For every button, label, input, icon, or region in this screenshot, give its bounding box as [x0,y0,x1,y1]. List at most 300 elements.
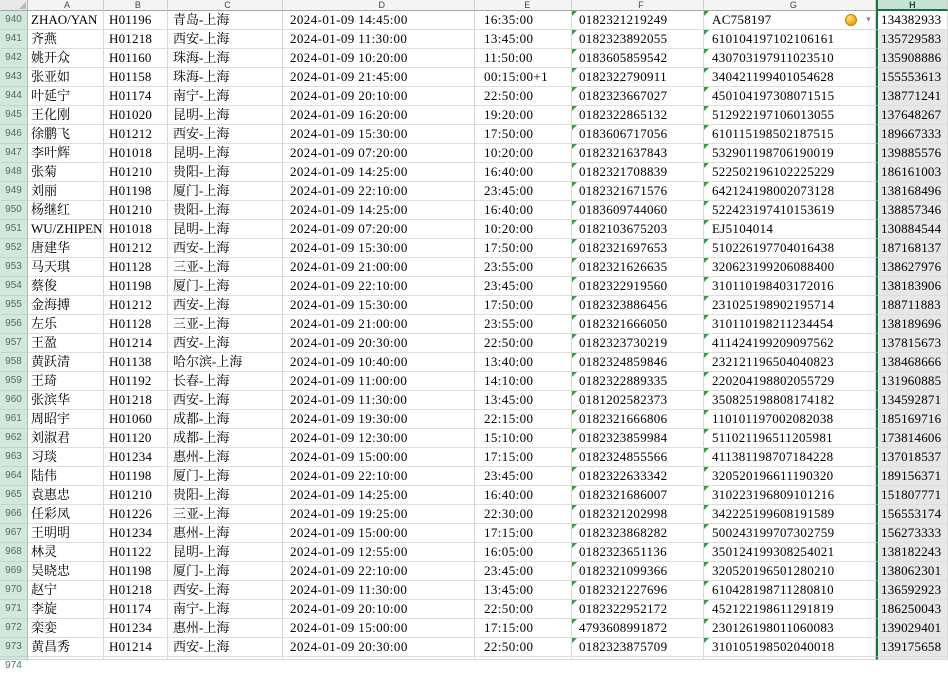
cell-passenger-name[interactable]: 王明明 [28,524,104,543]
cell-ticket-number[interactable]: 0182321671576 [572,182,704,201]
cell-flight-number[interactable]: H01018 [104,220,168,239]
cell-departure-datetime[interactable]: 2024-01-09 16:20:00 [283,106,475,125]
cell-departure-datetime[interactable]: 2024-01-09 11:30:00 [283,30,475,49]
column-header-a[interactable]: A [28,0,104,11]
cell-arrival-time[interactable]: 16:40:00 [475,486,572,505]
cell-departure-datetime[interactable]: 2024-01-09 19:30:00 [283,410,475,429]
cell-phone-number[interactable]: 138189696 [876,315,948,334]
cell-flight-number[interactable]: H01210 [104,163,168,182]
cell-passenger-name[interactable]: 黄跃清 [28,353,104,372]
row-number[interactable]: 969 [0,562,28,581]
cell-id-number[interactable]: 522502196102225229 [704,163,876,182]
cell-arrival-time[interactable]: 22:50:00 [475,600,572,619]
cell-id-number[interactable]: EJ5104014 [704,220,876,239]
cell-arrival-time[interactable]: 17:15:00 [475,524,572,543]
cell-route[interactable]: 昆明-上海 [168,144,283,163]
column-header-f[interactable]: F [572,0,704,11]
cell-route[interactable]: 贵阳-上海 [168,486,283,505]
cell-ticket-number[interactable]: 0182103675203 [572,220,704,239]
row-number[interactable]: 953 [0,258,28,277]
cell-flight-number[interactable]: H01158 [104,68,168,87]
cell-ticket-number[interactable]: 0182321666806 [572,410,704,429]
cell-phone-number[interactable]: 189156371 [876,467,948,486]
cell-passenger-name[interactable]: 徐鹏飞 [28,125,104,144]
cell-ticket-number[interactable]: 0182324855566 [572,448,704,467]
cell-phone-number[interactable]: 186161003 [876,163,948,182]
cell-route[interactable]: 西安-上海 [168,391,283,410]
cell-flight-number[interactable]: H01192 [104,372,168,391]
row-number[interactable]: 949 [0,182,28,201]
error-checking-icon[interactable] [845,14,857,26]
cell-route[interactable]: 珠海-上海 [168,49,283,68]
row-number[interactable]: 955 [0,296,28,315]
cell-ticket-number[interactable]: 4793608991872 [572,619,704,638]
cell-id-number[interactable]: 230126198011060083 [704,619,876,638]
cell-id-number[interactable]: 310110198211234454 [704,315,876,334]
cell-ticket-number[interactable]: 0182321637843 [572,144,704,163]
cell-departure-datetime[interactable]: 2024-01-09 15:00:00 [283,524,475,543]
cell-flight-number[interactable]: H01198 [104,562,168,581]
cell-arrival-time[interactable]: 13:40:00 [475,353,572,372]
cell-route[interactable]: 哈尔滨-上海 [168,353,283,372]
cell-route[interactable]: 厦门-上海 [168,182,283,201]
cell-arrival-time[interactable]: 11:50:00 [475,49,572,68]
cell-id-number[interactable]: 310223196809101216 [704,486,876,505]
cell-id-number[interactable]: 532901198706190019 [704,144,876,163]
cell-flight-number[interactable]: H01198 [104,182,168,201]
cell-departure-datetime[interactable]: 2024-01-09 15:30:00 [283,296,475,315]
cell-ticket-number[interactable]: 0182321626635 [572,258,704,277]
cell-departure-datetime[interactable]: 2024-01-09 14:25:00 [283,201,475,220]
cell-id-number[interactable]: 452122198611291819 [704,600,876,619]
cell-id-number[interactable]: 320623199206088400 [704,258,876,277]
cell-route[interactable]: 惠州-上海 [168,524,283,543]
cell-passenger-name[interactable] [28,657,104,660]
cell-route[interactable]: 昆明-上海 [168,543,283,562]
cell-phone-number[interactable]: 135908886 [876,49,948,68]
cell-arrival-time[interactable]: 22:50:00 [475,334,572,353]
row-number[interactable]: 940 [0,11,28,30]
cell-phone-number[interactable]: 138857346 [876,201,948,220]
cell-route[interactable]: 厦门-上海 [168,277,283,296]
cell-ticket-number[interactable]: 0182323651136 [572,543,704,562]
cell-phone-number[interactable]: 138168496 [876,182,948,201]
cell-phone-number[interactable]: 138182243 [876,543,948,562]
cell-id-number[interactable]: 320520196501280210 [704,562,876,581]
cell-id-number[interactable]: 110101197002082038 [704,410,876,429]
cell-arrival-time[interactable]: 17:15:00 [475,448,572,467]
cell-route[interactable]: 西安-上海 [168,296,283,315]
cell-passenger-name[interactable]: 周昭宇 [28,410,104,429]
cell-passenger-name[interactable]: 姚开众 [28,49,104,68]
select-all-corner[interactable] [0,0,28,11]
cell-route[interactable]: 厦门-上海 [168,562,283,581]
cell-route[interactable]: 三亚-上海 [168,315,283,334]
row-number[interactable]: 950 [0,201,28,220]
cell-phone-number[interactable]: 173814606 [876,429,948,448]
cell-departure-datetime[interactable]: 2024-01-09 10:20:00 [283,49,475,68]
cell-arrival-time[interactable]: 23:55:00 [475,315,572,334]
cell-departure-datetime[interactable]: 2024-01-09 15:00:00 [283,448,475,467]
cell-phone-number[interactable]: 136592923 [876,581,948,600]
cell-flight-number[interactable]: H01196 [104,11,168,30]
cell-flight-number[interactable]: H01234 [104,619,168,638]
cell-route[interactable]: 惠州-上海 [168,619,283,638]
cell-departure-datetime[interactable]: 2024-01-09 15:00:00 [283,619,475,638]
cell-arrival-time[interactable]: 00:15:00+1 [475,68,572,87]
cell-passenger-name[interactable]: 李叶辉 [28,144,104,163]
cell-ticket-number[interactable]: 0182321708839 [572,163,704,182]
cell-departure-datetime[interactable]: 2024-01-09 07:20:00 [283,144,475,163]
cell-arrival-time[interactable]: 17:15:00 [475,619,572,638]
cell-arrival-time[interactable]: 16:35:00 [475,11,572,30]
row-number[interactable]: 966 [0,505,28,524]
cell-ticket-number[interactable]: 0182322865132 [572,106,704,125]
cell-route[interactable]: 贵阳-上海 [168,201,283,220]
cell-flight-number[interactable]: H01122 [104,543,168,562]
cell-arrival-time[interactable]: 16:40:00 [475,163,572,182]
cell-route[interactable]: 南宁-上海 [168,600,283,619]
column-header-d[interactable]: D [283,0,475,11]
cell-route[interactable]: 西安-上海 [168,581,283,600]
cell-ticket-number[interactable] [572,657,704,660]
row-number[interactable]: 946 [0,125,28,144]
cell-departure-datetime[interactable]: 2024-01-09 20:30:00 [283,334,475,353]
row-number[interactable]: 942 [0,49,28,68]
cell-phone-number[interactable]: 188711883 [876,296,948,315]
cell-flight-number[interactable]: H01020 [104,106,168,125]
cell-route[interactable]: 成都-上海 [168,410,283,429]
cell-arrival-time[interactable]: 17:50:00 [475,296,572,315]
cell-passenger-name[interactable]: 王盈 [28,334,104,353]
cell-route[interactable]: 三亚-上海 [168,505,283,524]
cell-passenger-name[interactable]: 金海搏 [28,296,104,315]
cell-phone-number[interactable]: 138468666 [876,353,948,372]
cell-id-number[interactable]: 340421199401054628 [704,68,876,87]
cell-phone-number[interactable]: 130884544 [876,220,948,239]
cell-departure-datetime[interactable]: 2024-01-09 21:00:00 [283,258,475,277]
row-number[interactable]: 971 [0,600,28,619]
cell-flight-number[interactable]: H01128 [104,258,168,277]
cell-route[interactable]: 珠海-上海 [168,68,283,87]
row-number[interactable]: 964 [0,467,28,486]
cell-flight-number[interactable]: H01212 [104,239,168,258]
cell-flight-number[interactable]: H01212 [104,296,168,315]
cell-arrival-time[interactable]: 15:10:00 [475,429,572,448]
cell-ticket-number[interactable]: 0182321219249 [572,11,704,30]
column-header-c[interactable]: C [168,0,283,11]
cell-departure-datetime[interactable]: 2024-01-09 22:10:00 [283,562,475,581]
cell-ticket-number[interactable]: 0182323859984 [572,429,704,448]
cell-ticket-number[interactable]: 0182321227696 [572,581,704,600]
cell-flight-number[interactable]: H01234 [104,524,168,543]
cell-id-number[interactable]: AC758197 ▾ [704,11,876,30]
cell-phone-number[interactable]: 187168137 [876,239,948,258]
cell-ticket-number[interactable]: 0182323886456 [572,296,704,315]
cell-route[interactable]: 昆明-上海 [168,220,283,239]
cell-ticket-number[interactable]: 0182323875709 [572,638,704,657]
cell-passenger-name[interactable]: 陆伟 [28,467,104,486]
row-number[interactable]: 945 [0,106,28,125]
cell-route[interactable]: 西安-上海 [168,239,283,258]
cell-passenger-name[interactable]: 唐建华 [28,239,104,258]
cell-arrival-time[interactable]: 22:50:00 [475,87,572,106]
cell-passenger-name[interactable]: 叶延宁 [28,87,104,106]
cell-phone-number[interactable]: 138771241 [876,87,948,106]
cell-passenger-name[interactable]: 张滨华 [28,391,104,410]
row-number[interactable]: 965 [0,486,28,505]
cell-route[interactable]: 昆明-上海 [168,106,283,125]
cell-ticket-number[interactable]: 0182322633342 [572,467,704,486]
cell-passenger-name[interactable]: 习琰 [28,448,104,467]
cell-ticket-number[interactable]: 0182322952172 [572,600,704,619]
cell-route[interactable]: 青岛-上海 [168,11,283,30]
cell-departure-datetime[interactable]: 2024-01-09 11:00:00 [283,372,475,391]
cell-id-number[interactable]: 512922197106013055 [704,106,876,125]
cell-ticket-number[interactable]: 0182321697653 [572,239,704,258]
cell-arrival-time[interactable]: 23:45:00 [475,467,572,486]
cell-passenger-name[interactable]: 张亚如 [28,68,104,87]
cell-passenger-name[interactable]: 王化刚 [28,106,104,125]
cell-id-number[interactable]: 350124199308254021 [704,543,876,562]
cell-flight-number[interactable]: H01218 [104,391,168,410]
cell-ticket-number[interactable]: 0182323667027 [572,87,704,106]
cell-flight-number[interactable]: H01018 [104,144,168,163]
cell-passenger-name[interactable]: 刘淑君 [28,429,104,448]
cell-flight-number[interactable]: H01160 [104,49,168,68]
cell-id-number[interactable]: 310105198502040018 [704,638,876,657]
column-header-e[interactable]: E [475,0,572,11]
row-number[interactable]: 943 [0,68,28,87]
cell-departure-datetime[interactable]: 2024-01-09 12:55:00 [283,543,475,562]
cell-phone-number[interactable]: 137815673 [876,334,948,353]
cell-ticket-number[interactable]: 0183605859542 [572,49,704,68]
cell-departure-datetime[interactable]: 2024-01-09 22:10:00 [283,277,475,296]
cell-flight-number[interactable]: H01214 [104,638,168,657]
cell-phone-number[interactable]: 138062301 [876,562,948,581]
cell-phone-number[interactable]: 134592871 [876,391,948,410]
row-number[interactable]: 962 [0,429,28,448]
cell-route[interactable]: 南宁-上海 [168,87,283,106]
cell-id-number[interactable]: 220204198802055729 [704,372,876,391]
cell-id-number[interactable]: 342225199608191589 [704,505,876,524]
cell-departure-datetime[interactable]: 2024-01-09 21:45:00 [283,68,475,87]
cell-flight-number[interactable]: H01198 [104,277,168,296]
cell-passenger-name[interactable]: 左乐 [28,315,104,334]
cell-ticket-number[interactable]: 0183606717056 [572,125,704,144]
cell-departure-datetime[interactable]: 2024-01-09 11:30:00 [283,391,475,410]
cell-id-number[interactable]: 350825198808174182 [704,391,876,410]
cell-id-number[interactable]: 610428198711280810 [704,581,876,600]
cell-passenger-name[interactable]: 张菊 [28,163,104,182]
cell-arrival-time[interactable] [475,657,572,660]
column-header-g[interactable]: G [704,0,876,11]
row-number[interactable]: 960 [0,391,28,410]
cell-passenger-name[interactable]: 李旋 [28,600,104,619]
cell-id-number[interactable]: 430703197911023510 [704,49,876,68]
cell-phone-number[interactable]: 131960885 [876,372,948,391]
cell-phone-number[interactable]: 155553613 [876,68,948,87]
cell-route[interactable]: 长春-上海 [168,372,283,391]
cell-departure-datetime[interactable]: 2024-01-09 14:25:00 [283,163,475,182]
cell-route[interactable]: 贵阳-上海 [168,163,283,182]
cell-flight-number[interactable]: H01218 [104,581,168,600]
cell-flight-number[interactable]: H01198 [104,467,168,486]
cell-route[interactable]: 西安-上海 [168,30,283,49]
cell-departure-datetime[interactable]: 2024-01-09 12:30:00 [283,429,475,448]
cell-id-number[interactable]: 642124198002073128 [704,182,876,201]
dropdown-arrow-icon[interactable]: ▾ [866,15,871,25]
cell-route[interactable]: 西安-上海 [168,638,283,657]
row-number[interactable]: 952 [0,239,28,258]
cell-flight-number[interactable]: H01060 [104,410,168,429]
cell-id-number[interactable]: 610115198502187515 [704,125,876,144]
row-number[interactable]: 954 [0,277,28,296]
cell-departure-datetime[interactable]: 2024-01-09 15:30:00 [283,125,475,144]
cell-flight-number[interactable]: H01210 [104,486,168,505]
cell-id-number[interactable]: 522423197410153619 [704,201,876,220]
cell-arrival-time[interactable]: 22:15:00 [475,410,572,429]
cell-phone-number[interactable]: 189667333 [876,125,948,144]
cell-arrival-time[interactable]: 13:45:00 [475,581,572,600]
cell-flight-number[interactable]: H01212 [104,125,168,144]
cell-phone-number[interactable]: 139175658 [876,638,948,657]
cell-route[interactable] [168,657,283,660]
cell-departure-datetime[interactable]: 2024-01-09 22:10:00 [283,182,475,201]
cell-phone-number[interactable]: 135729583 [876,30,948,49]
cell-arrival-time[interactable]: 10:20:00 [475,144,572,163]
cell-ticket-number[interactable]: 0182321686007 [572,486,704,505]
cell-arrival-time[interactable]: 16:40:00 [475,201,572,220]
cell-phone-number[interactable]: 138183906 [876,277,948,296]
cell-phone-number[interactable]: 139029401 [876,619,948,638]
cell-arrival-time[interactable]: 19:20:00 [475,106,572,125]
row-number[interactable]: 963 [0,448,28,467]
row-number[interactable]: 951 [0,220,28,239]
cell-ticket-number[interactable]: 0182324859846 [572,353,704,372]
cell-ticket-number[interactable]: 0181202582373 [572,391,704,410]
cell-passenger-name[interactable]: 任彩凤 [28,505,104,524]
cell-departure-datetime[interactable]: 2024-01-09 20:10:00 [283,87,475,106]
row-number[interactable]: 957 [0,334,28,353]
cell-id-number[interactable]: 232121196504040823 [704,353,876,372]
cell-arrival-time[interactable]: 14:10:00 [475,372,572,391]
cell-passenger-name[interactable]: WU/ZHIPEN [28,220,104,239]
cell-phone-number[interactable]: 151807771 [876,486,948,505]
cell-flight-number[interactable]: H01120 [104,429,168,448]
cell-arrival-time[interactable]: 13:45:00 [475,30,572,49]
cell-passenger-name[interactable]: 马天琪 [28,258,104,277]
cell-id-number[interactable]: 500243199707302759 [704,524,876,543]
cell-passenger-name[interactable]: 杨继红 [28,201,104,220]
column-header-h[interactable]: H [876,0,948,11]
cell-departure-datetime[interactable] [283,657,475,660]
row-number[interactable]: 974 [0,657,28,660]
cell-departure-datetime[interactable]: 2024-01-09 22:10:00 [283,467,475,486]
cell-flight-number[interactable]: H01214 [104,334,168,353]
cell-route[interactable]: 西安-上海 [168,334,283,353]
row-number[interactable]: 958 [0,353,28,372]
cell-departure-datetime[interactable]: 2024-01-09 11:30:00 [283,581,475,600]
cell-flight-number[interactable]: H01138 [104,353,168,372]
cell-phone-number[interactable] [876,657,948,660]
cell-route[interactable]: 惠州-上海 [168,448,283,467]
cell-ticket-number[interactable]: 0183609744060 [572,201,704,220]
cell-arrival-time[interactable]: 17:50:00 [475,239,572,258]
cell-departure-datetime[interactable]: 2024-01-09 14:45:00 [283,11,475,30]
cell-phone-number[interactable]: 156553174 [876,505,948,524]
cell-passenger-name[interactable]: 蔡俊 [28,277,104,296]
cell-id-number[interactable]: 511021196511205981 [704,429,876,448]
cell-id-number[interactable]: 610104197102106161 [704,30,876,49]
cell-route[interactable]: 西安-上海 [168,125,283,144]
cell-ticket-number[interactable]: 0182321099366 [572,562,704,581]
cell-arrival-time[interactable]: 23:45:00 [475,182,572,201]
cell-passenger-name[interactable]: 赵宁 [28,581,104,600]
cell-arrival-time[interactable]: 23:45:00 [475,277,572,296]
cell-id-number[interactable]: 310110198403172016 [704,277,876,296]
cell-ticket-number[interactable]: 0182322889335 [572,372,704,391]
cell-passenger-name[interactable]: 刘丽 [28,182,104,201]
cell-flight-number[interactable]: H01210 [104,201,168,220]
cell-ticket-number[interactable]: 0182323868282 [572,524,704,543]
cell-flight-number[interactable]: H01234 [104,448,168,467]
cell-ticket-number[interactable]: 0182321202998 [572,505,704,524]
cell-arrival-time[interactable]: 10:20:00 [475,220,572,239]
cell-departure-datetime[interactable]: 2024-01-09 19:25:00 [283,505,475,524]
cell-flight-number[interactable]: H01218 [104,30,168,49]
cell-id-number[interactable]: 411424199209097562 [704,334,876,353]
cell-arrival-time[interactable]: 16:05:00 [475,543,572,562]
cell-passenger-name[interactable]: 王琦 [28,372,104,391]
cell-departure-datetime[interactable]: 2024-01-09 20:30:00 [283,638,475,657]
cell-ticket-number[interactable]: 0182322790911 [572,68,704,87]
cell-departure-datetime[interactable]: 2024-01-09 07:20:00 [283,220,475,239]
cell-route[interactable]: 成都-上海 [168,429,283,448]
cell-ticket-number[interactable]: 0182321666050 [572,315,704,334]
cell-flight-number[interactable]: H01174 [104,600,168,619]
row-number[interactable]: 972 [0,619,28,638]
row-number[interactable]: 968 [0,543,28,562]
cell-ticket-number[interactable]: 0182323730219 [572,334,704,353]
cell-arrival-time[interactable]: 22:30:00 [475,505,572,524]
cell-phone-number[interactable]: 137018537 [876,448,948,467]
cell-passenger-name[interactable]: 齐燕 [28,30,104,49]
cell-passenger-name[interactable]: 袁惠忠 [28,486,104,505]
cell-flight-number[interactable] [104,657,168,660]
cell-passenger-name[interactable]: 吴晓忠 [28,562,104,581]
cell-id-number[interactable] [704,657,876,660]
cell-passenger-name[interactable]: 林灵 [28,543,104,562]
cell-arrival-time[interactable]: 22:50:00 [475,638,572,657]
cell-phone-number[interactable]: 185169716 [876,410,948,429]
cell-departure-datetime[interactable]: 2024-01-09 20:10:00 [283,600,475,619]
cell-phone-number[interactable]: 139885576 [876,144,948,163]
row-number[interactable]: 948 [0,163,28,182]
row-number[interactable]: 947 [0,144,28,163]
row-number[interactable]: 973 [0,638,28,657]
cell-arrival-time[interactable]: 13:45:00 [475,391,572,410]
cell-id-number[interactable]: 510226197704016438 [704,239,876,258]
cell-arrival-time[interactable]: 23:45:00 [475,562,572,581]
column-header-b[interactable]: B [104,0,168,11]
row-number[interactable]: 959 [0,372,28,391]
cell-passenger-name[interactable]: ZHAO/YAN [28,11,104,30]
cell-id-number[interactable]: 320520196611190320 [704,467,876,486]
cell-id-number[interactable]: 411381198707184228 [704,448,876,467]
cell-ticket-number[interactable]: 0182323892055 [572,30,704,49]
cell-departure-datetime[interactable]: 2024-01-09 10:40:00 [283,353,475,372]
